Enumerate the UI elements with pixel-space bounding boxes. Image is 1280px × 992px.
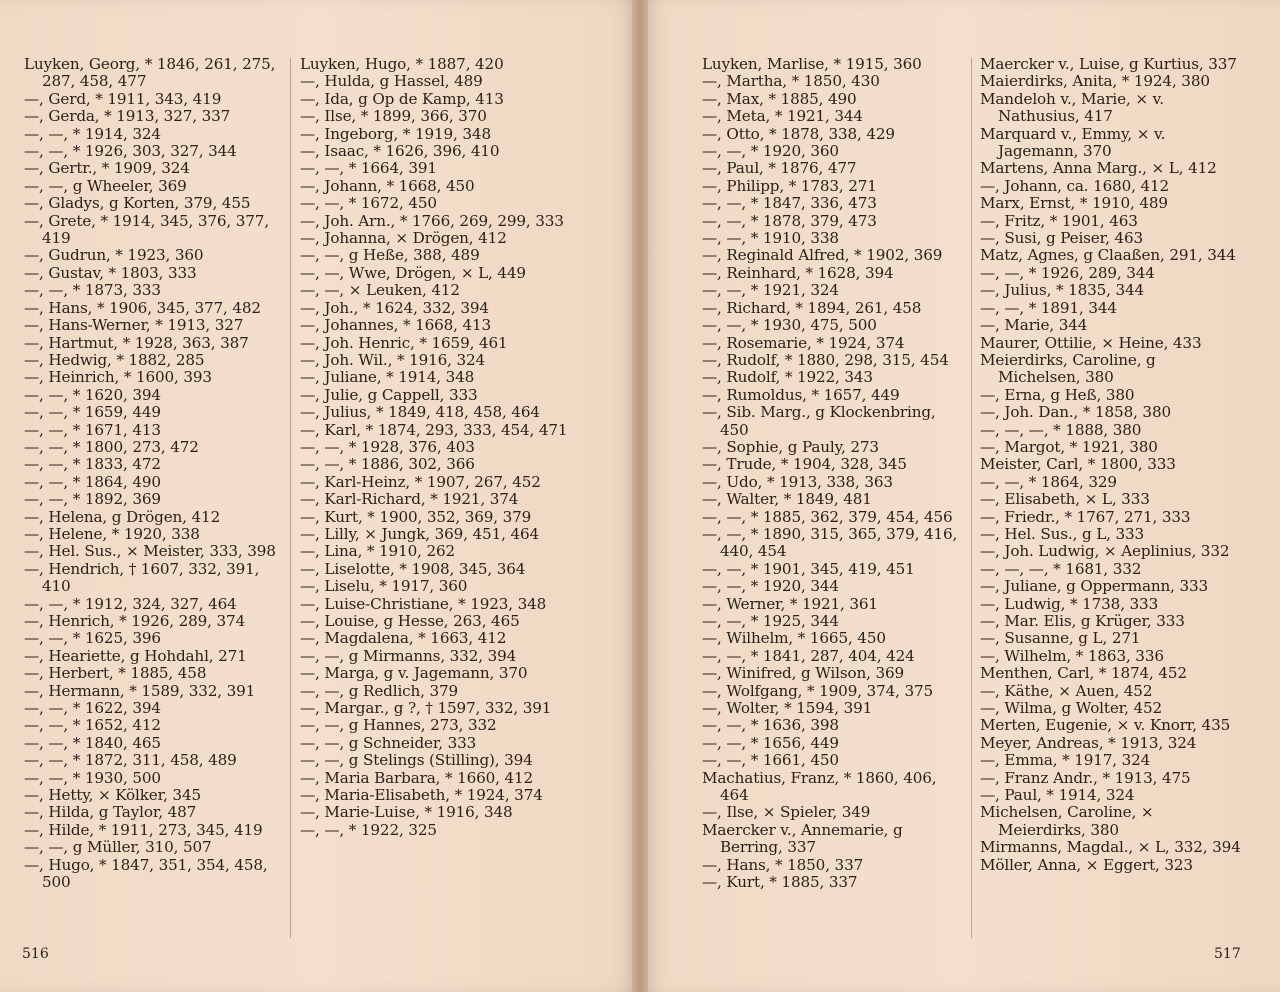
index-entry: —, Liselu, * 1917, 360 xyxy=(300,577,468,596)
index-entry: —, Fritz, * 1901, 463 xyxy=(980,211,1138,230)
index-entry: —, —, g Wheeler, 369 xyxy=(24,176,187,195)
index-entry: —, Sib. Marg., g Klockenbring, 450 xyxy=(702,403,936,439)
index-entry: —, Kurt, * 1885, 337 xyxy=(702,873,858,892)
index-entry: —, Hilde, * 1911, 273, 345, 419 xyxy=(24,820,263,839)
book-gutter xyxy=(632,0,648,992)
index-entry: —, —, * 1928, 376, 403 xyxy=(300,437,475,456)
index-entry: —, Maria-Elisabeth, * 1924, 374 xyxy=(300,786,543,805)
index-entry: —, Sophie, g Pauly, 273 xyxy=(702,437,879,456)
right-page-column-2 xyxy=(980,56,1242,874)
index-entry: —, Friedr., * 1767, 271, 333 xyxy=(980,507,1191,526)
index-entry: —, Henrich, * 1926, 289, 374 xyxy=(24,612,246,630)
index-entry: —, —, * 1921, 324 xyxy=(702,281,839,300)
index-entry: —, —, * 1920, 344 xyxy=(702,577,839,596)
index-entry: —, —, g Hannes, 273, 332 xyxy=(300,716,497,735)
index-entry: —, Mar. Elis, g Krüger, 333 xyxy=(980,612,1185,630)
index-entry: —, Karl-Richard, * 1921, 374 xyxy=(300,490,519,509)
index-entry: —, Hans, * 1906, 345, 377, 482 xyxy=(24,298,261,317)
index-entry: Menthen, Carl, * 1874, 452 xyxy=(980,664,1187,683)
index-entry: —, Meta, * 1921, 344 xyxy=(702,107,863,126)
index-entry: —, Isaac, * 1626, 396, 410 xyxy=(300,142,500,161)
index-entry: —, —, g Heße, 388, 489 xyxy=(300,246,480,265)
index-entry: —, —, * 1930, 475, 500 xyxy=(702,316,877,335)
index-entry: —, Lina, * 1910, 262 xyxy=(300,542,455,561)
index-entry: —, —, × Leuken, 412 xyxy=(300,281,460,300)
index-entry: —, —, * 1892, 369 xyxy=(24,490,161,509)
right-page-column-1 xyxy=(702,56,964,892)
index-entry: —, Rudolf, * 1922, 343 xyxy=(702,368,873,387)
index-entry: —, Joh. Henric, * 1659, 461 xyxy=(300,333,508,352)
index-entry: —, Herbert, * 1885, 458 xyxy=(24,664,207,683)
index-entry: —, —, * 1910, 338 xyxy=(702,229,839,248)
index-entry: —, —, g Müller, 310, 507 xyxy=(24,838,212,857)
index-entry: —, Ida, g Op de Kamp, 413 xyxy=(300,89,504,108)
index-entry: —, —, —, * 1888, 380 xyxy=(980,420,1142,439)
index-entry: —, —, * 1661, 450 xyxy=(702,751,839,770)
index-entry: Merten, Eugenie, × v. Knorr, 435 xyxy=(980,716,1231,735)
index-entry: —, Rumoldus, * 1657, 449 xyxy=(702,385,900,404)
index-entry: —, Udo, * 1913, 338, 363 xyxy=(702,472,893,491)
index-entry: —, Maria Barbara, * 1660, 412 xyxy=(300,768,534,787)
index-entry: —, Emma, * 1917, 324 xyxy=(980,751,1151,770)
index-entry: —, Reinhard, * 1628, 394 xyxy=(702,263,894,282)
index-entry: —, —, * 1872, 311, 458, 489 xyxy=(24,751,237,770)
index-entry: —, —, * 1926, 289, 344 xyxy=(980,263,1155,282)
index-entry: —, Erna, g Heß, 380 xyxy=(980,385,1135,404)
index-entry: —, —, * 1901, 345, 419, 451 xyxy=(702,559,915,578)
index-entry: —, —, g Redlich, 379 xyxy=(300,681,459,700)
index-entry: —, Hetty, × Kölker, 345 xyxy=(24,786,201,805)
index-entry: —, Rosemarie, * 1924, 374 xyxy=(702,333,905,352)
index-entry: —, Paul, * 1914, 324 xyxy=(980,786,1135,805)
index-entry: —, —, * 1926, 303, 327, 344 xyxy=(24,142,237,161)
index-entry: Mandeloh v., Marie, × v. Nathusius, 417 xyxy=(980,89,1164,126)
index-entry: —, —, g Mirmanns, 332, 394 xyxy=(300,646,517,665)
index-entry: —, Franz Andr., * 1913, 475 xyxy=(980,768,1191,787)
index-entry: —, —, * 1659, 449 xyxy=(24,403,161,422)
index-entry: —, Hendrich, † 1607, 332, 391, 410 xyxy=(24,559,260,596)
index-entry: —, Heinrich, * 1600, 393 xyxy=(24,368,212,387)
index-entry: —, Johann, * 1668, 450 xyxy=(300,176,475,195)
index-entry: —, —, * 1841, 287, 404, 424 xyxy=(702,646,915,665)
index-entry: —, Marga, g v. Jagemann, 370 xyxy=(300,664,528,683)
index-entry: —, —, * 1800, 273, 472 xyxy=(24,437,199,456)
page-number-right: 517 xyxy=(1214,946,1241,962)
right-column-divider xyxy=(971,58,972,938)
index-entry: —, Walter, * 1849, 481 xyxy=(702,490,872,509)
index-entry: —, Max, * 1885, 490 xyxy=(702,89,857,108)
index-entry: —, Helene, * 1920, 338 xyxy=(24,524,200,543)
index-entry: —, Kurt, * 1900, 352, 369, 379 xyxy=(300,507,532,526)
index-entry: —, —, * 1664, 391 xyxy=(300,159,437,178)
index-entry: —, Grete, * 1914, 345, 376, 377, 419 xyxy=(24,211,270,248)
index-entry: Meister, Carl, * 1800, 333 xyxy=(980,455,1176,474)
index-entry: —, —, g Stelings (Stilling), 394 xyxy=(300,751,533,770)
index-entry: —, —, * 1656, 449 xyxy=(702,733,839,752)
index-entry: —, —, * 1847, 336, 473 xyxy=(702,194,877,213)
index-entry: —, Martha, * 1850, 430 xyxy=(702,72,880,91)
index-entry: —, Johannes, * 1668, 413 xyxy=(300,316,492,335)
index-entry: —, Marie, 344 xyxy=(980,316,1088,335)
left-column-divider xyxy=(290,58,291,938)
left-page-column-2 xyxy=(300,56,584,839)
index-entry: —, Hartmut, * 1928, 363, 387 xyxy=(24,333,249,352)
index-entry: —, Joh. Wil., * 1916, 324 xyxy=(300,350,486,369)
index-entry: —, Lilly, × Jungk, 369, 451, 464 xyxy=(300,524,539,543)
index-entry: —, —, * 1672, 450 xyxy=(300,194,437,213)
index-entry: —, —, * 1912, 324, 327, 464 xyxy=(24,594,237,613)
index-entry: —, —, * 1833, 472 xyxy=(24,455,161,474)
index-entry: —, Gertr., * 1909, 324 xyxy=(24,159,190,178)
index-entry: —, —, * 1864, 329 xyxy=(980,472,1117,491)
index-entry: —, —, * 1620, 394 xyxy=(24,385,161,404)
index-entry: —, Julius, * 1835, 344 xyxy=(980,281,1145,300)
index-entry: —, —, * 1885, 362, 379, 454, 456 xyxy=(702,507,953,526)
index-entry: —, Werner, * 1921, 361 xyxy=(702,594,878,613)
index-entry: —, —, * 1922, 325 xyxy=(300,820,437,839)
index-entry: —, Wilhelm, * 1863, 336 xyxy=(980,646,1164,665)
index-entry: —, Margar., g ?, † 1597, 332, 391 xyxy=(300,699,552,718)
index-entry: —, —, * 1886, 302, 366 xyxy=(300,455,475,474)
index-entry: Matz, Agnes, g Claaßen, 291, 344 xyxy=(980,246,1236,265)
index-entry: —, Juliane, * 1914, 348 xyxy=(300,368,475,387)
index-entry: Martens, Anna Marg., × L, 412 xyxy=(980,159,1217,178)
index-entry: —, Ludwig, * 1738, 333 xyxy=(980,594,1159,613)
index-entry: —, —, * 1864, 490 xyxy=(24,472,161,491)
index-entry: —, Gladys, g Korten, 379, 455 xyxy=(24,194,251,213)
index-entry: —, Philipp, * 1783, 271 xyxy=(702,176,877,195)
index-entry: —, —, * 1891, 344 xyxy=(980,298,1117,317)
index-entry: —, —, g Schneider, 333 xyxy=(300,733,477,752)
index-entry: —, Hilda, g Taylor, 487 xyxy=(24,803,197,822)
index-entry: Maurer, Ottilie, × Heine, 433 xyxy=(980,333,1202,352)
index-entry: —, —, * 1873, 333 xyxy=(24,281,161,300)
index-entry: —, —, —, * 1681, 332 xyxy=(980,559,1142,578)
index-entry: —, —, * 1930, 500 xyxy=(24,768,161,787)
index-entry: —, Hans-Werner, * 1913, 327 xyxy=(24,316,244,335)
index-entry: —, —, * 1890, 315, 365, 379, 416, 440, 454 xyxy=(702,524,958,561)
index-entry: —, —, * 1878, 379, 473 xyxy=(702,211,877,230)
index-entry: Meyer, Andreas, * 1913, 324 xyxy=(980,733,1197,752)
index-entry: —, Hedwig, * 1882, 285 xyxy=(24,350,205,369)
index-entry: Mirmanns, Magdal., × L, 332, 394 xyxy=(980,838,1241,857)
index-entry: —, —, * 1671, 413 xyxy=(24,420,161,439)
index-entry: —, Liselotte, * 1908, 345, 364 xyxy=(300,559,526,578)
index-entry: —, Gerd, * 1911, 343, 419 xyxy=(24,89,222,108)
index-entry: Möller, Anna, × Eggert, 323 xyxy=(980,855,1193,874)
left-page-column-1 xyxy=(24,56,286,892)
index-entry: —, Otto, * 1878, 338, 429 xyxy=(702,124,895,143)
index-entry: —, —, * 1622, 394 xyxy=(24,699,161,718)
index-entry: Maercker v., Annemarie, g Berring, 337 xyxy=(702,820,903,857)
index-entry: —, Johanna, × Drögen, 412 xyxy=(300,229,507,248)
index-entry: —, Ilse, * 1899, 366, 370 xyxy=(300,107,487,126)
index-entry: —, Gerda, * 1913, 327, 337 xyxy=(24,107,231,126)
index-entry: —, Wilma, g Wolter, 452 xyxy=(980,699,1163,718)
index-entry: —, Hel. Sus., g L, 333 xyxy=(980,524,1145,543)
index-entry: —, Paul, * 1876, 477 xyxy=(702,159,857,178)
index-entry: —, Susi, g Peiser, 463 xyxy=(980,229,1143,248)
index-entry: —, Marie-Luise, * 1916, 348 xyxy=(300,803,513,822)
index-entry: Luyken, Hugo, * 1887, 420 xyxy=(300,55,504,73)
index-entry: —, Hel. Sus., × Meister, 333, 398 xyxy=(24,542,276,561)
index-entry: —, Heariette, g Hohdahl, 271 xyxy=(24,646,247,665)
index-entry: —, Luise-Christiane, * 1923, 348 xyxy=(300,594,547,613)
index-entry: —, Julie, g Cappell, 333 xyxy=(300,385,478,404)
index-entry: —, Hermann, * 1589, 332, 391 xyxy=(24,681,256,700)
index-entry: —, —, * 1925, 344 xyxy=(702,612,839,630)
index-entry: —, Joh. Dan., * 1858, 380 xyxy=(980,403,1171,422)
index-entry: —, Hulda, g Hassel, 489 xyxy=(300,72,483,91)
index-entry: —, Hans, * 1850, 337 xyxy=(702,855,864,874)
index-entry: —, —, * 1636, 398 xyxy=(702,716,839,735)
index-entry: —, Reginald Alfred, * 1902, 369 xyxy=(702,246,943,265)
index-entry: —, Helena, g Drögen, 412 xyxy=(24,507,221,526)
index-entry: —, Gustav, * 1803, 333 xyxy=(24,263,197,282)
index-entry: —, Joh., * 1624, 332, 394 xyxy=(300,298,489,317)
index-entry: —, Karl, * 1874, 293, 333, 454, 471 xyxy=(300,420,568,439)
index-entry: —, Magdalena, * 1663, 412 xyxy=(300,629,507,648)
index-entry: —, Susanne, g L, 271 xyxy=(980,629,1141,648)
index-entry: —, —, * 1920, 360 xyxy=(702,142,839,161)
index-entry: —, Margot, * 1921, 380 xyxy=(980,437,1158,456)
index-entry: —, Hugo, * 1847, 351, 354, 458, 500 xyxy=(24,855,268,892)
index-entry: Luyken, Georg, * 1846, 261, 275, 287, 458, 477 xyxy=(24,55,276,91)
index-entry: Luyken, Marlise, * 1915, 360 xyxy=(702,55,922,73)
index-entry: —, Rudolf, * 1880, 298, 315, 454 xyxy=(702,350,949,369)
index-entry: —, Käthe, × Auen, 452 xyxy=(980,681,1153,700)
index-entry: Machatius, Franz, * 1860, 406, 464 xyxy=(702,768,937,805)
index-entry: Maercker v., Luise, g Kurtius, 337 xyxy=(980,55,1237,73)
index-entry: —, Louise, g Hesse, 263, 465 xyxy=(300,612,520,630)
index-entry: Michelsen, Caroline, × Meierdirks, 380 xyxy=(980,803,1154,839)
index-entry: —, Joh. Ludwig, × Aeplinius, 332 xyxy=(980,542,1230,561)
index-entry: —, Richard, * 1894, 261, 458 xyxy=(702,298,922,317)
index-entry: —, Karl-Heinz, * 1907, 267, 452 xyxy=(300,472,541,491)
index-entry: —, Joh. Arn., * 1766, 269, 299, 333 xyxy=(300,211,564,230)
index-entry: —, Wolter, * 1594, 391 xyxy=(702,699,873,718)
index-entry: —, —, * 1840, 465 xyxy=(24,733,161,752)
index-entry: —, Gudrun, * 1923, 360 xyxy=(24,246,204,265)
index-entry: —, —, * 1625, 396 xyxy=(24,629,161,648)
index-entry: —, —, * 1652, 412 xyxy=(24,716,161,735)
index-entry: —, —, * 1914, 324 xyxy=(24,124,161,143)
index-entry: —, Ilse, × Spieler, 349 xyxy=(702,803,871,822)
index-entry: —, Wilhelm, * 1665, 450 xyxy=(702,629,886,648)
index-entry: —, Juliane, g Oppermann, 333 xyxy=(980,577,1209,596)
index-entry: —, Elisabeth, × L, 333 xyxy=(980,490,1150,509)
index-entry: Meierdirks, Caroline, g Michelsen, 380 xyxy=(980,350,1156,387)
index-entry: —, Trude, * 1904, 328, 345 xyxy=(702,455,907,474)
index-entry: Marx, Ernst, * 1910, 489 xyxy=(980,194,1168,213)
index-entry: —, Winifred, g Wilson, 369 xyxy=(702,664,904,683)
index-entry: Maierdirks, Anita, * 1924, 380 xyxy=(980,72,1210,91)
page-number-left: 516 xyxy=(22,946,49,962)
index-entry: —, Johann, ca. 1680, 412 xyxy=(980,176,1170,195)
index-entry: Marquard v., Emmy, × v. Jagemann, 370 xyxy=(980,124,1166,161)
index-entry: —, —, Wwe, Drögen, × L, 449 xyxy=(300,263,526,282)
index-entry: —, Julius, * 1849, 418, 458, 464 xyxy=(300,403,540,422)
index-entry: —, Ingeborg, * 1919, 348 xyxy=(300,124,491,143)
index-entry: —, Wolfgang, * 1909, 374, 375 xyxy=(702,681,933,700)
